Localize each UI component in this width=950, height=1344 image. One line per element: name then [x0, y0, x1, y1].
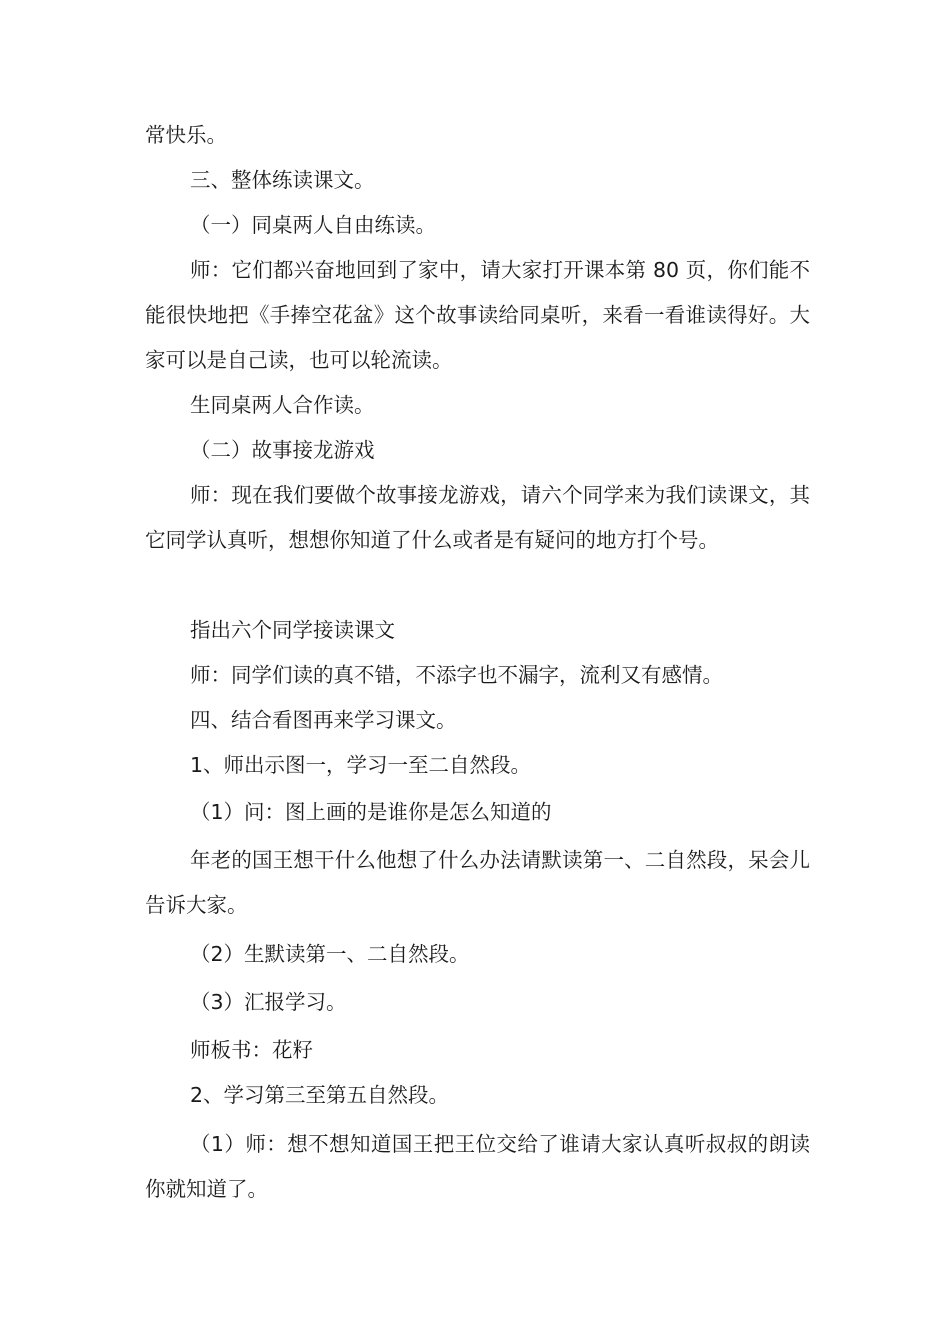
paragraph-continuation: 常快乐。	[145, 123, 227, 147]
subsection-heading: （二）故事接龙游戏	[190, 438, 375, 462]
section-heading-3: 三、整体练读课文。	[190, 168, 375, 192]
paragraph-instruction: 指出六个同学接读课文	[190, 618, 395, 642]
paragraph-board: 师板书：花籽	[190, 1038, 313, 1062]
paragraph-step-1: 1、师出示图一，学习一至二自然段。	[190, 753, 532, 777]
paragraph-step-2: （2）生默读第一、二自然段。	[190, 942, 470, 966]
paragraph-step-3: （3）汇报学习。	[190, 990, 347, 1014]
paragraph-prompt: 年老的国王想干什么他想了什么办法请默读第一、二自然段，呆会儿告诉大家。	[145, 848, 810, 917]
paragraph-teacher-1: 师：它们都兴奋地回到了家中，请大家打开课本第 80 页，你们能不能很快地把《手捧空花盆》这个故事读给同桌听，来看一看谁读得好。大家可以是自己读，也可以轮流读。	[145, 258, 810, 372]
paragraph-teacher-2: 师：现在我们要做个故事接龙游戏，请六个同学来为我们读课文，其它同学认真听，想想你知道了什么或者是有疑问的地方打个号。	[145, 483, 810, 552]
subsection-heading: （一）同桌两人自由练读。	[190, 213, 436, 237]
paragraph-question: （1）问：图上画的是谁你是怎么知道的	[190, 800, 552, 824]
section-heading-4: 四、结合看图再来学习课文。	[190, 708, 457, 732]
paragraph-students-1: 生同桌两人合作读。	[190, 393, 375, 417]
paragraph-teacher-4: （1）师：想不想知道国王把王位交给了谁请大家认真听叔叔的朗读你就知道了。	[145, 1132, 810, 1201]
paragraph-teacher-3: 师：同学们读的真不错，不添字也不漏字，流利又有感情。	[190, 663, 723, 687]
paragraph-step-4: 2、学习第三至第五自然段。	[190, 1083, 450, 1107]
